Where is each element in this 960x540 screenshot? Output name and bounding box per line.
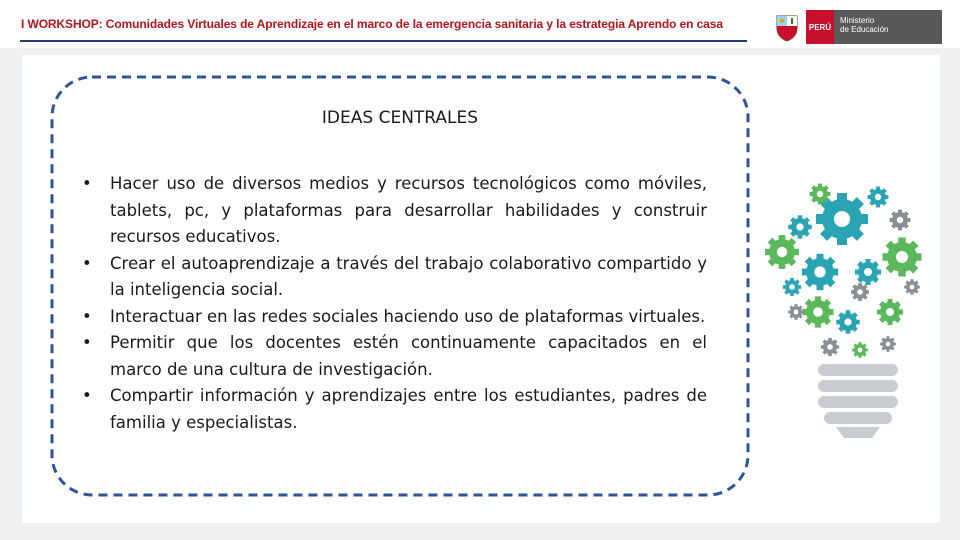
ministry-logo — [770, 10, 942, 44]
slide-header — [0, 0, 960, 48]
coat-of-arms-icon — [770, 10, 804, 44]
ideas-centrales-heading: IDEAS CENTRALES — [321, 108, 479, 128]
lightbulb-gears-icon — [760, 172, 945, 442]
header-underline — [20, 40, 747, 42]
ministry-line-1: Ministerio — [840, 16, 875, 25]
list-item: • Interactuar en las redes sociales haciendo uso de plataformas virtuales. — [82, 304, 707, 331]
list-item: • Crear el autoaprendizaje a través del trabajo colaborativo compartido y la inteligencia social. — [82, 251, 707, 304]
ministry-name — [834, 10, 942, 44]
workshop-title: I WORKSHOP: Comunidades Virtuales de Aprendizaje en el marco de la emergencia sanitaria y la estrategia Aprendo en casa — [21, 17, 723, 31]
list-item: • Compartir información y aprendizajes entre los estudiantes, padres de familia y especialistas. — [82, 383, 707, 436]
ideas-list — [82, 171, 707, 436]
list-item: • Permitir que los docentes estén continuamente capacitados en el marco de una cultura de investigación. — [82, 330, 707, 383]
list-item: • Hacer uso de diversos medios y recursos tecnológicos como móviles, tablets, pc, y plataformas para desarrollar habilidades y construir recursos educativos. — [82, 171, 707, 251]
peru-label: PERÚ — [806, 10, 834, 44]
ministry-line-2: de Educación — [840, 25, 889, 34]
